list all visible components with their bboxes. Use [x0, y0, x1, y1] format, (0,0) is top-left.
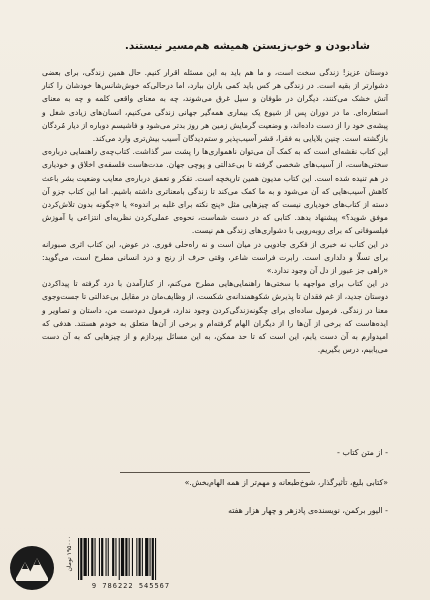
cover-heading: شادبودن و خوب‌زیستن همیشه هم‌مسیر نیستند. — [124, 40, 370, 52]
isbn-barcode — [66, 532, 192, 598]
barcode-bar — [142, 538, 143, 576]
praise-quote: «کتابی بلیغ، تأثیرگذار، شوخ‌طبعانه و مهم‌تر از همه الهام‌بخش.» — [184, 478, 388, 487]
barcode-bar — [108, 538, 109, 576]
barcode-bar — [132, 538, 133, 576]
barcode-bar — [99, 538, 100, 576]
praise-attribution: - الیور برکمن، نویسنده‌ی پادزهر و چهار هزار هفته — [228, 506, 388, 515]
blurb-paragraph-1: دوستان عزیز! زندگی سخت است، و ما هم باید به این مسئله اقرار کنیم. حال همین زندگی، برای بعضی دشوارتر از بقیه است. در زندگی هر کس باید کمی باران ببارد، اما درحالی‌که خوش‌شانس‌ها خودشان را کنار آتش خشک می‌کنند، دیگران در طوفان و سیل غرق می‌شوند، چه به معنای واقعی کلمه و چه به معنای استعاره‌ای. ما در دوران پس از شیوع یک بیماری همه‌گیر جهانی زندگی می‌کنیم، انسان‌های زیادی شغل و پیشه‌ی خود را از دست داده‌اند، و وضعیت گرمایش زمین هر روز بدتر می‌شود و فاشیسم دوباره از دیار مُردگان بازگشته است. چنین بلایایی به فقرا، قشر آسیب‌پذیر و ستم‌دیدگان آسیب بیش‌تری وارد می‌کند. — [42, 68, 388, 144]
barcode-bar — [88, 538, 89, 576]
mountain-peaks-logo-icon — [8, 544, 56, 592]
blurb-text — [42, 66, 388, 356]
isbn-digits: 9 786222 545567 — [91, 582, 171, 590]
barcode-bar — [139, 538, 141, 576]
barcode-bar — [121, 538, 124, 576]
blurb-paragraph-2: این کتاب نقشه‌ای است که به کمک آن می‌توان ناهمواری‌ها را پشت سر گذاشت. کتاب‌چه‌ی راهنمایی درباره‌ی سختی‌هاست، از آسیب‌های شخصی گرفته تا بی‌عدالتی و پوچی جهان. مدت‌هاست فلسفه‌ی اخلاق و خودیاری در هم تنیده شده است. این کتاب مدیون همین تاریخچه است. تفکر و تعمق درباره‌ی معایب وضعیت بشر باعث کاهش آسیب‌هایی که آن می‌شود و به ما کمک می‌کند تا زندگی بامعناتری داشته باشیم. اما این کتاب جزو آن دسته از کتاب‌های خودیاری نیست که چیزهایی مثل «پنج نکته برای غلبه بر اندوه» یا «چگونه بدون تلاش‌کردن موفق شوید؟» پیشنهاد بدهد. کتابی که در دست شماست، نحوه‌ی عملی‌کردن نظریه‌ای انتزاعی یا آموزش فیلسوفانی که برای روبه‌رویی با دشواری‌های زندگی هم نیست. — [42, 147, 388, 236]
barcode-bar — [106, 538, 107, 576]
barcode-bar — [115, 538, 116, 576]
barcode-bar — [150, 538, 151, 576]
blurb-paragraph-3: در این کتاب نه خبری از فکری جادویی در میان است و نه راه‌حلی فوری. در عوض، این کتاب اثری صبورانه برای تسلّا و دلداری است. رابرت فراست شاعر، وقتی حرف از رنج و درد انسانی مطرح است، می‌گوید: «راهی جز عبور از دل آن وجود ندارد.» — [42, 239, 388, 276]
barcode-bar — [101, 538, 103, 576]
barcode-bar — [95, 538, 96, 576]
barcode-bar — [145, 538, 148, 576]
barcode-bar — [84, 538, 87, 576]
barcode-bar — [78, 538, 79, 580]
price-label: ۱۹۵۰۰۰ تومان — [66, 536, 73, 572]
barcode-bar — [155, 538, 156, 580]
blurb-paragraph-4: در این کتاب برای مواجهه با سختی‌ها راهنمایی‌هایی مطرح می‌کنم، از کنارآمدن با درد گرفته تا پیدا‌کردن دوستان جدید، از غم فقدان تا پذیرش شکوهمندانه‌ی شکست، از وظایف‌مان در مقابل بی‌عدالتی تا جست‌وجوی معنا در زندگی. فرمول ساده‌ای برای چگونه‌زندگی‌کردن وجود ندارد، فرمول دم‌دست‌ من، داستان و تصاویر و ایده‌هاست که برخی از آن‌ها را از دیگران الهام گرفته‌ام و برخی از آن‌ها متعلق به خودم هستند. هدفی که امیدوارم به آن دست یابم، این است که تا حد ممکن، به این مسائل بپردازم و از چیزهایی که به آن دست می‌یابیم، درس بگیریم. — [42, 279, 388, 355]
barcode-bar — [125, 538, 127, 576]
barcode-bars — [76, 538, 186, 580]
barcode-bar — [119, 538, 120, 580]
barcode-bar — [80, 538, 82, 580]
barcode-bar — [91, 538, 93, 576]
barcode-bar — [129, 538, 130, 576]
excerpt-source: - از متن کتاب - — [336, 448, 388, 457]
barcode-bar — [152, 538, 154, 580]
barcode-bar — [136, 538, 137, 576]
barcode-bar — [112, 538, 114, 576]
divider-line — [120, 472, 310, 473]
